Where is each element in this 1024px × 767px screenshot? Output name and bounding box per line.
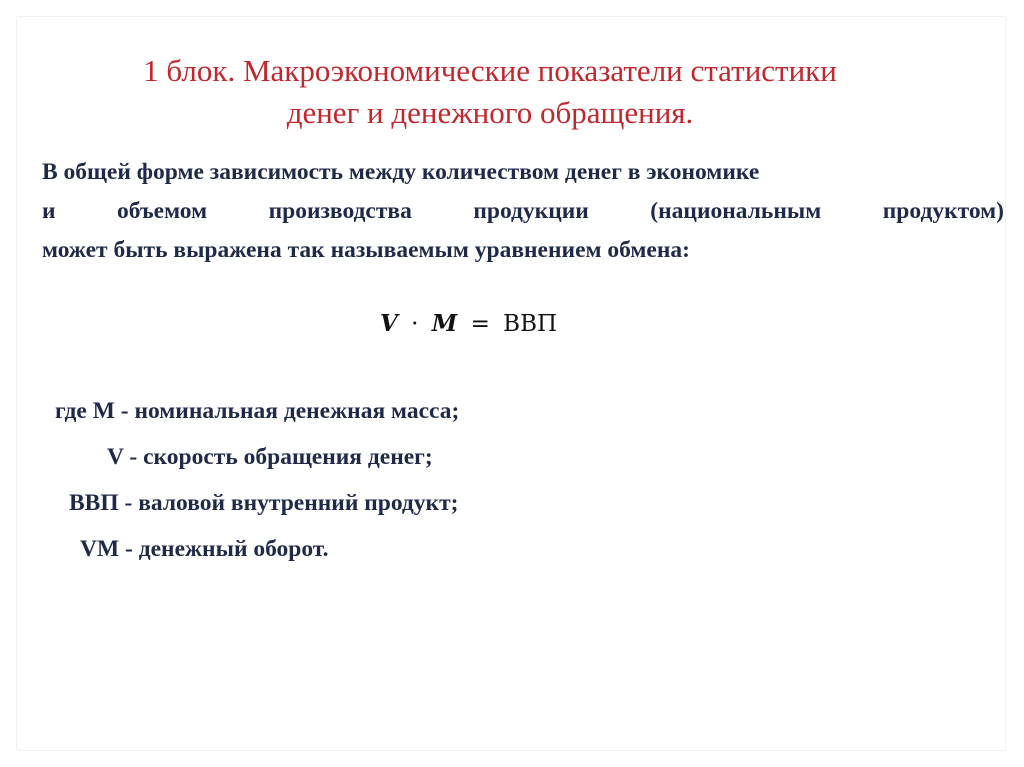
formula-equals: =	[470, 311, 490, 337]
slide-title	[40, 50, 940, 134]
exchange-equation	[380, 310, 557, 337]
definition-vm: VM - денежный оборот.	[80, 536, 329, 562]
intro-line-1: В общей форме зависимость между количеством денег в экономике	[42, 159, 760, 185]
formula-rhs: ВВП	[503, 311, 558, 337]
title-line-2: денег и денежного обращения.	[286, 95, 694, 130]
definition-m: где М - номинальная денежная масса;	[55, 398, 460, 424]
formula-dot: ·	[411, 311, 419, 337]
title-line-1: 1 блок. Макроэкономические показатели статистики	[143, 53, 837, 88]
intro-line-3: может быть выражена так называемым уравнением обмена:	[42, 237, 690, 263]
definition-gdp: ВВП - валовой внутренний продукт;	[69, 490, 459, 516]
formula-var-m: M	[431, 310, 458, 337]
intro-line-2: и объемом производства продукции (национальным продуктом)	[42, 198, 1004, 224]
definition-v: V - скорость обращения денег;	[107, 444, 433, 470]
intro-paragraph	[42, 153, 1004, 270]
formula-var-v: V	[380, 310, 398, 337]
